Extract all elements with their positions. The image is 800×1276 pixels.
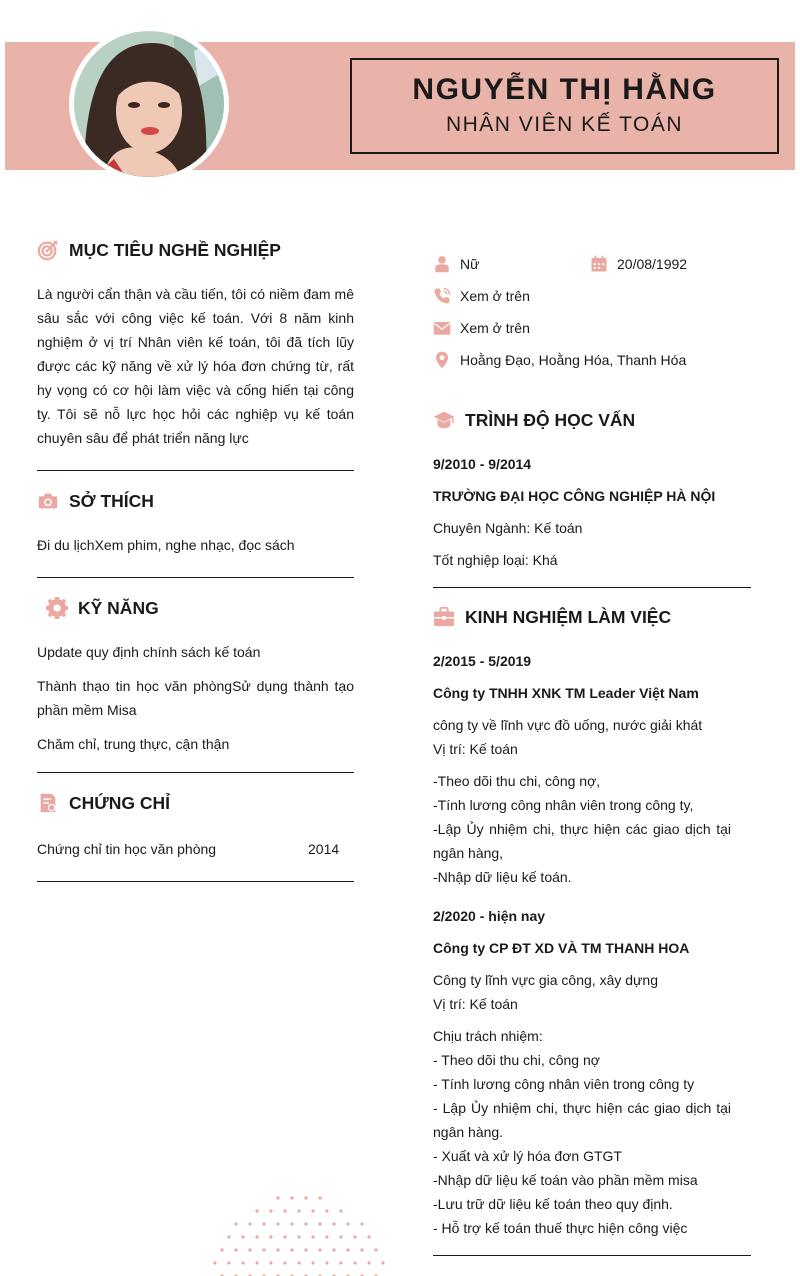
certificate-name: Chứng chỉ tin học văn phòng xyxy=(37,841,217,857)
decorative-dot xyxy=(318,1248,321,1251)
skill-item: Chăm chỉ, trung thực, cận thận xyxy=(37,736,230,752)
briefcase-icon xyxy=(433,606,455,628)
gender-value: Nữ xyxy=(460,256,480,272)
decorative-dot xyxy=(276,1248,279,1251)
camera-icon xyxy=(37,490,59,512)
job-duties xyxy=(433,769,751,889)
divider xyxy=(37,772,354,773)
hobbies-header xyxy=(37,487,354,515)
decorative-dot xyxy=(283,1261,286,1264)
job-intro-line: Vị trí: Kế toán xyxy=(433,741,518,757)
decorative-dot xyxy=(248,1222,251,1225)
decorative-dot xyxy=(290,1222,293,1225)
calendar-icon xyxy=(590,255,608,273)
info-row-gender-birthday xyxy=(433,248,751,280)
decorative-dot xyxy=(339,1235,342,1238)
name-box xyxy=(350,58,779,154)
decorative-dot xyxy=(339,1209,342,1212)
decorative-dot xyxy=(325,1261,328,1264)
job-intro-line: Vị trí: Kế toán xyxy=(433,996,518,1012)
job-duty: -Nhập dữ liệu kế toán. xyxy=(433,869,572,885)
certificates-title: CHỨNG CHỈ xyxy=(69,792,171,813)
profile-photo xyxy=(74,31,224,177)
divider xyxy=(37,881,354,882)
envelope-icon xyxy=(433,319,451,337)
decorative-dot xyxy=(220,1248,223,1251)
education-period: 9/2010 - 9/2014 xyxy=(433,456,532,472)
decorative-dot xyxy=(213,1261,216,1264)
education-title: TRÌNH ĐỘ HỌC VẤN xyxy=(465,409,636,430)
divider xyxy=(37,470,354,471)
decorative-dot xyxy=(353,1235,356,1238)
education-grade: Tốt nghiệp loại: Khá xyxy=(433,552,558,568)
decorative-dot xyxy=(227,1261,230,1264)
hobbies-title: SỞ THÍCH xyxy=(69,490,154,511)
job-period: 2/2020 - hiện nay xyxy=(433,908,546,924)
birthday-value: 20/08/1992 xyxy=(617,256,688,272)
job-duty: -Nhập dữ liệu kế toán vào phần mềm misa xyxy=(433,1172,698,1188)
job-company: Công ty TNHH XNK TM Leader Việt Nam xyxy=(433,685,699,701)
person-icon xyxy=(433,255,451,273)
decorative-dot xyxy=(283,1209,286,1212)
decorative-dot xyxy=(318,1222,321,1225)
decorative-dot xyxy=(255,1209,258,1212)
decorative-dot xyxy=(269,1261,272,1264)
decorative-dot xyxy=(311,1261,314,1264)
decorative-dot xyxy=(318,1196,321,1199)
decorative-dot xyxy=(325,1235,328,1238)
skills-list xyxy=(37,640,354,756)
decorative-dot xyxy=(297,1261,300,1264)
decorative-dot xyxy=(304,1222,307,1225)
decorative-dot xyxy=(234,1248,237,1251)
decorative-dot xyxy=(325,1209,328,1212)
decorative-dot xyxy=(311,1209,314,1212)
job-intro xyxy=(433,713,751,761)
job-duty: - Tính lương công nhân viên trong công ty xyxy=(433,1076,695,1092)
hobbies-text: Đi du lịchXem phim, nghe nhạc, đọc sách xyxy=(37,537,295,553)
decorative-dot xyxy=(241,1235,244,1238)
career-goal-header xyxy=(37,236,354,264)
job-duty: - Theo dõi thu chi, công nợ xyxy=(433,1052,600,1068)
avatar xyxy=(69,26,229,182)
decorative-dot xyxy=(381,1261,384,1264)
experience-job xyxy=(433,649,751,889)
decorative-dot xyxy=(332,1222,335,1225)
education-school: TRƯỜNG ĐẠI HỌC CÔNG NGHIỆP HÀ NỘI xyxy=(433,488,716,504)
skills-title: KỸ NĂNG xyxy=(78,597,159,618)
decorative-dot xyxy=(297,1235,300,1238)
experience-title: KINH NGHIỆM LÀM VIỆC xyxy=(465,606,672,627)
decorative-dot xyxy=(262,1222,265,1225)
decorative-dot xyxy=(360,1222,363,1225)
decorative-dot xyxy=(311,1235,314,1238)
decorative-dot xyxy=(255,1261,258,1264)
job-intro xyxy=(433,968,751,1016)
job-duty: -Lập Ủy nhiệm chi, thực hiện các giao dịch tại ngân hàng, xyxy=(433,821,731,861)
left-column xyxy=(37,236,354,882)
decorative-dot xyxy=(262,1248,265,1251)
job-intro-line: Công ty lĩnh vực gia công, xây dựng xyxy=(433,972,658,988)
info-row-phone xyxy=(433,280,751,312)
decorative-dot xyxy=(269,1209,272,1212)
decorative-dot xyxy=(255,1235,258,1238)
info-row-address xyxy=(433,344,751,376)
decorative-dot xyxy=(332,1248,335,1251)
info-row-email xyxy=(433,312,751,344)
decorative-dot xyxy=(304,1248,307,1251)
education-entry xyxy=(433,452,751,572)
right-column xyxy=(433,248,751,1256)
decorative-dot xyxy=(367,1261,370,1264)
gear-icon xyxy=(46,597,68,619)
certificate-row xyxy=(37,837,354,861)
job-duty: -Theo dõi thu chi, công nợ, xyxy=(433,773,601,789)
skill-item: Thành thạo tin học văn phòngSử dụng thành tạo phần mềm Misa xyxy=(37,678,354,718)
decorative-dot xyxy=(360,1248,363,1251)
career-goal-text: Là người cẩn thận và cầu tiến, tôi có niềm đam mê sâu sắc với công việc kế toán. Với 8 năm kinh nghiệm ở vị trí Nhân viên kế toán, tôi đã tích lũy được các kỹ năng về xử lý hóa đơn chứng từ, rất hy vọng có cơ hội làm việc và cống hiến tại công ty. Tôi sẽ nỗ lực học hỏi các nghiệp vụ kế toán chuyên sâu để phát triển năng lực xyxy=(37,286,354,446)
decorative-dot xyxy=(290,1196,293,1199)
decorative-dot xyxy=(374,1248,377,1251)
job-duties xyxy=(433,1024,751,1240)
email-value: Xem ở trên xyxy=(460,320,530,336)
divider xyxy=(433,1255,751,1256)
education-major: Chuyên Ngành: Kế toán xyxy=(433,520,583,536)
job-period: 2/2015 - 5/2019 xyxy=(433,653,532,669)
location-pin-icon xyxy=(433,351,451,369)
decorative-dot xyxy=(346,1222,349,1225)
job-duty: -Lưu trữ dữ liệu kế toán theo quy định. xyxy=(433,1196,673,1212)
decorative-dot xyxy=(276,1222,279,1225)
decorative-dot xyxy=(367,1235,370,1238)
phone-value: Xem ở trên xyxy=(460,288,530,304)
skills-header xyxy=(37,594,354,622)
decorative-dot xyxy=(234,1222,237,1225)
certificate-icon xyxy=(37,792,59,814)
full-name: NGUYỄN THỊ HẰNG xyxy=(412,73,717,106)
career-goal-title: MỤC TIÊU NGHỀ NGHIỆP xyxy=(69,239,281,260)
phone-icon xyxy=(433,287,451,305)
target-icon xyxy=(37,239,59,261)
decorative-dot xyxy=(353,1261,356,1264)
job-duty: Chịu trách nhiệm: xyxy=(433,1028,543,1044)
job-intro-line: công ty về lĩnh vực đồ uống, nước giải khát xyxy=(433,717,703,733)
decorative-dot xyxy=(227,1235,230,1238)
job-duty: -Tính lương công nhân viên trong công ty, xyxy=(433,797,694,813)
divider xyxy=(433,587,751,588)
decorative-dots xyxy=(205,1190,395,1276)
job-duty: - Lập Ủy nhiệm chi, thực hiện các giao dịch tại ngân hàng. xyxy=(433,1100,731,1140)
decorative-dot xyxy=(297,1209,300,1212)
job-title: NHÂN VIÊN KẾ TOÁN xyxy=(445,113,684,136)
job-company: Công ty CP ĐT XD VÀ TM THANH HOA xyxy=(433,940,690,956)
certificate-year: 2014 xyxy=(308,841,340,857)
divider xyxy=(37,577,354,578)
graduation-cap-icon xyxy=(433,409,455,431)
education-header xyxy=(433,406,751,434)
experience-job xyxy=(433,904,751,1240)
address-value: Hoằng Đạo, Hoằng Hóa, Thanh Hóa xyxy=(460,352,687,368)
decorative-dot xyxy=(346,1248,349,1251)
decorative-dot xyxy=(290,1248,293,1251)
job-duty: - Xuất và xử lý hóa đơn GTGT xyxy=(433,1148,622,1164)
job-duty: - Hỗ trợ kế toán thuế thực hiện công việc xyxy=(433,1220,688,1236)
decorative-dot xyxy=(269,1235,272,1238)
skill-item: Update quy định chính sách kế toán xyxy=(37,644,261,660)
experience-header xyxy=(433,603,751,631)
certificates-header xyxy=(37,789,354,817)
decorative-dot xyxy=(283,1235,286,1238)
decorative-dot xyxy=(339,1261,342,1264)
decorative-dot xyxy=(241,1261,244,1264)
decorative-dot xyxy=(276,1196,279,1199)
decorative-dot xyxy=(304,1196,307,1199)
decorative-dot xyxy=(248,1248,251,1251)
